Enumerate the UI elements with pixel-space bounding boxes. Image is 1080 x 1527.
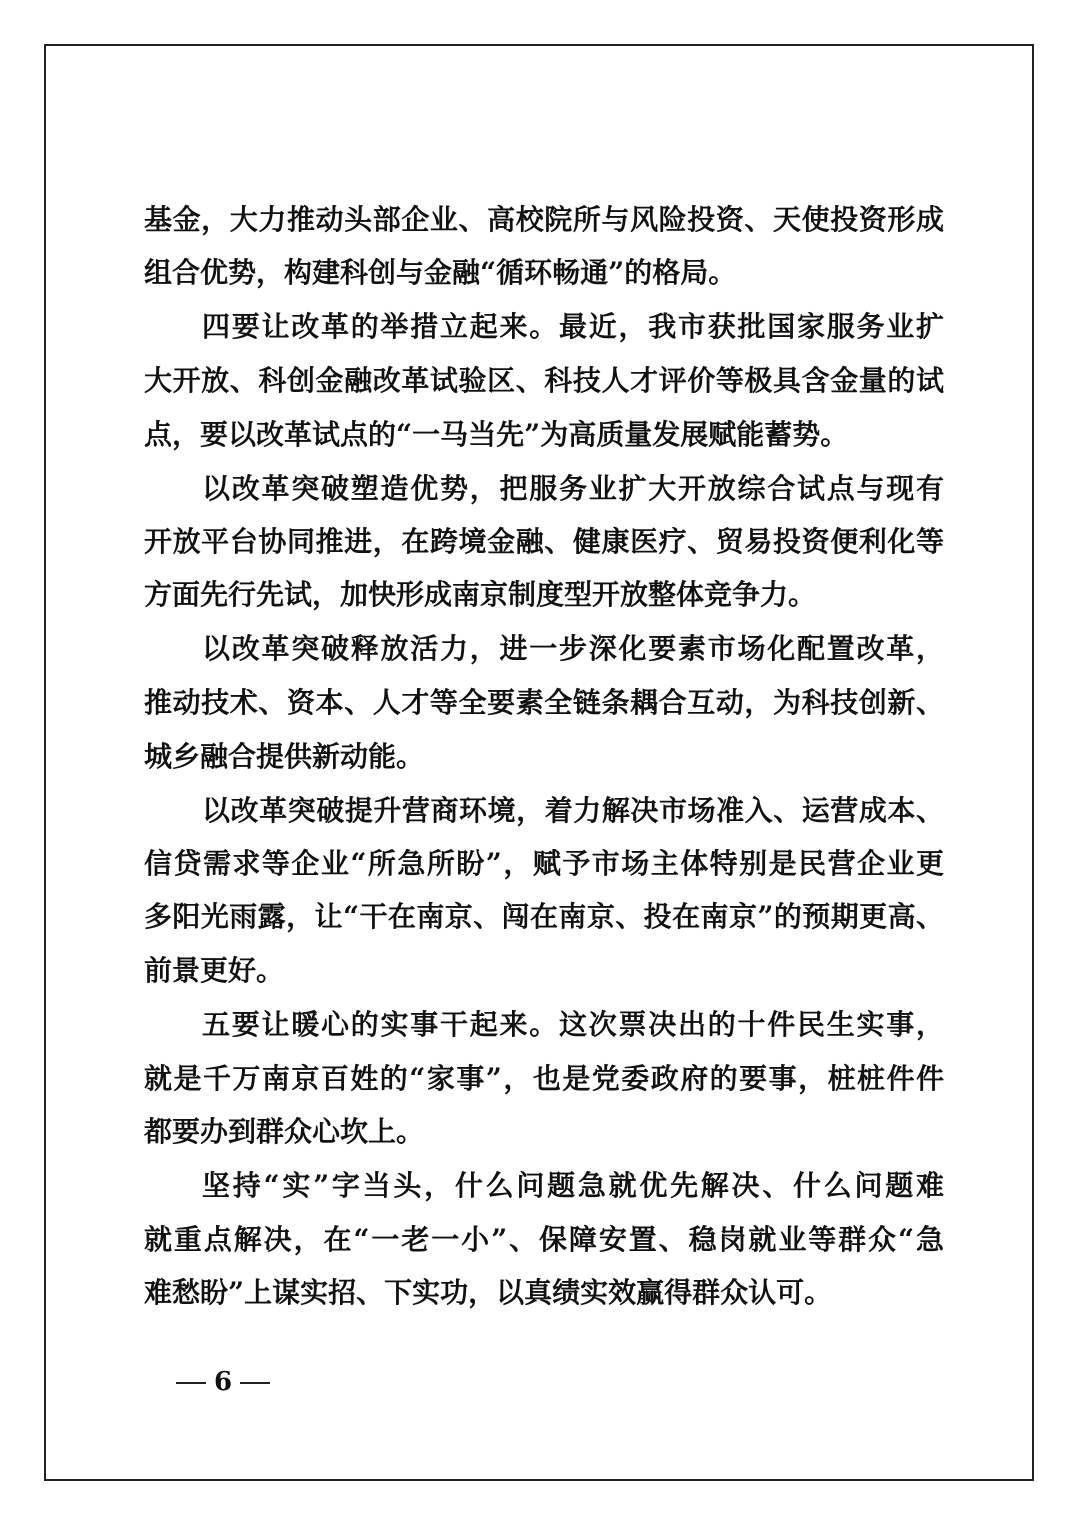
text-line: 基金，大力推动头部企业、高校院所与风险投资、天使投资形成 bbox=[144, 203, 944, 236]
page-number-value: 6 bbox=[214, 1367, 233, 1397]
text-line: 难愁盼”上谋实招、下实功，以真绩实效赢得群众认可。 bbox=[144, 1276, 833, 1309]
text-line: 开放平台协同推进，在跨境金融、健康医疗、贸易投资便利化等 bbox=[144, 525, 944, 558]
dash-right bbox=[240, 1382, 270, 1384]
text-line: 以改革突破提升营商环境，着力解决市场准入、运营成本、 bbox=[202, 794, 944, 827]
text-line: 以改革突破释放活力，进一步深化要素市场化配置改革， bbox=[202, 632, 944, 665]
text-line: 城乡融合提供新动能。 bbox=[144, 740, 425, 773]
page-number bbox=[168, 1362, 278, 1402]
text-line: 就是千万南京百姓的“家事”，也是党委政府的要事，桩桩件件 bbox=[144, 1062, 944, 1095]
text-line: 推动技术、资本、人才等全要素全链条耦合互动，为科技创新、 bbox=[144, 686, 944, 719]
text-line: 方面先行先试，加快形成南京制度型开放整体竞争力。 bbox=[144, 578, 817, 611]
text-line: 四要让改革的举措立起来。最近，我市获批国家服务业扩 bbox=[202, 310, 944, 343]
text-line: 都要办到群众心坎上。 bbox=[144, 1115, 425, 1148]
text-line: 大开放、科创金融改革试验区、科技人才评价等极具含金量的试 bbox=[144, 364, 944, 397]
dash-left bbox=[176, 1382, 206, 1384]
text-line: 就重点解决，在“一老一小”、保障安置、稳岗就业等群众“急 bbox=[144, 1223, 944, 1256]
text-line: 信贷需求等企业“所急所盼”，赋予市场主体特别是民营企业更 bbox=[144, 847, 944, 880]
text-line: 以改革突破塑造优势，把服务业扩大开放综合试点与现有 bbox=[202, 472, 944, 505]
text-line: 组合优势，构建科创与金融“循环畅通”的格局。 bbox=[144, 256, 737, 289]
text-line: 五要让暖心的实事干起来。这次票决出的十件民生实事， bbox=[202, 1008, 944, 1041]
text-line: 前景更好。 bbox=[144, 954, 285, 987]
text-line: 多阳光雨露，让“干在南京、闯在南京、投在南京”的预期更高、 bbox=[144, 900, 944, 933]
text-line: 坚持“实”字当头，什么问题急就优先解决、什么问题难 bbox=[202, 1169, 944, 1202]
text-line: 点，要以改革试点的“一马当先”为高质量发展赋能蓄势。 bbox=[144, 418, 849, 451]
